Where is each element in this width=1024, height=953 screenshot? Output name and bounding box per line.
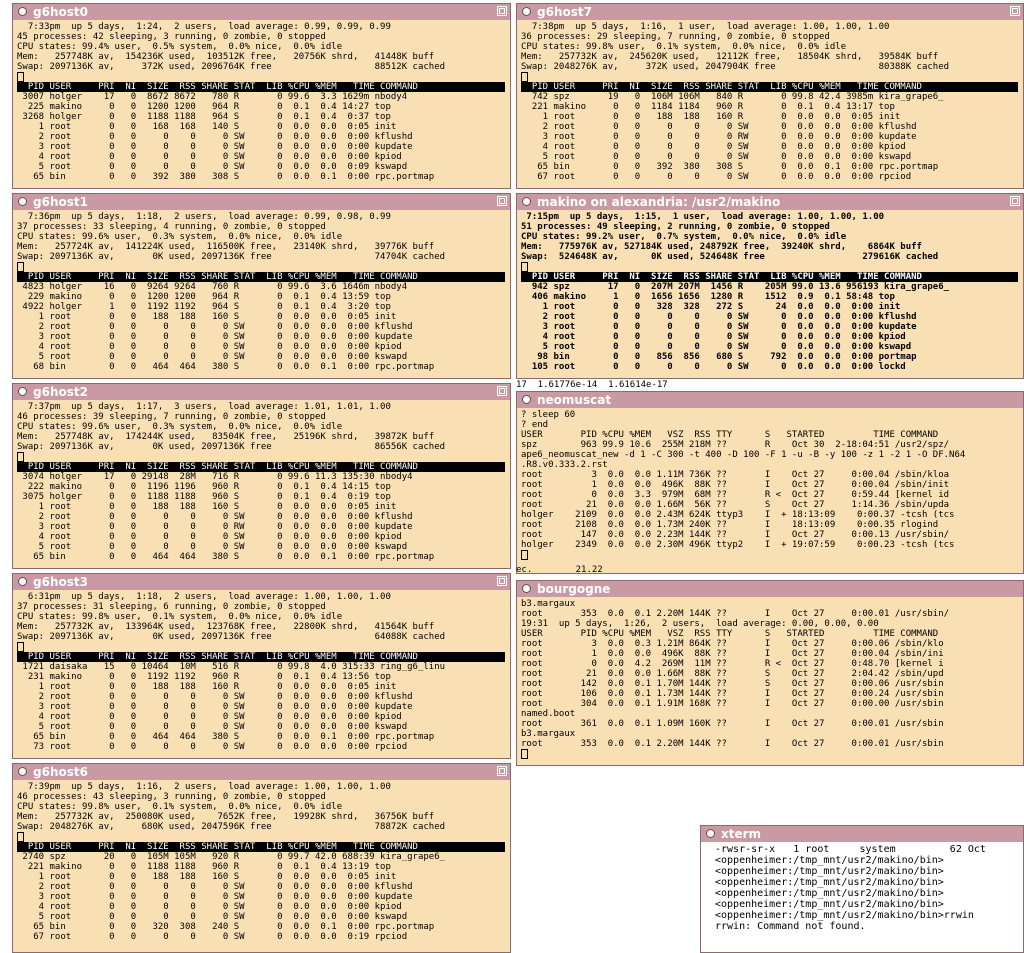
process-row: 2 root 0 0 0 0 0 SW 0 0.0 0.0 0:00 kflushd [17,322,413,332]
window-title: g6host0 [33,5,88,19]
terminal-line: b3.margaux [521,729,576,739]
cursor-line [17,72,510,82]
process-row: 3 root 0 0 0 0 0 SW 0 0.0 0.0 0:00 kupdate [17,142,413,152]
process-row: 3074 holger 17 0 29148 28M 716 R 0 99.6 11.3 135:30 nbody4 [17,472,413,482]
process-row: 5 root 0 0 0 0 0 SW 0 0.0 0.0 0:00 kswapd [17,542,408,552]
text-cursor [17,832,24,842]
title-bar[interactable] [13,4,510,20]
terminal-line: holger 2109 0.0 0.0 2.43M 624K ttyp3 I + 18:13:09 0:00.37 -tcsh (tcs [521,510,955,520]
process-row: 1 root 0 0 328 328 272 S 24 0.0 0.0 0:00 init [521,302,901,312]
process-row: 5 root 0 0 0 0 0 SW 0 0.0 0.0 0:00 kswapd [17,352,408,362]
window-menu-icon[interactable] [18,7,27,16]
swap-line: Swap: 2097136K av, 0K used, 2097136K free 64088K cached [17,632,446,642]
terminal-line: ? end [521,420,549,430]
process-row: 225 makino 0 0 1200 1200 964 R 0 0.1 0.4 14:27 top [17,102,391,112]
uptime-line: 7:36pm up 5 days, 1:18, 2 users, load average: 0.99, 0.98, 0.99 [17,212,391,222]
process-row: 65 bin 0 0 392 380 308 S 0 0.0 0.1 0:00 rpc.portmap [521,162,939,172]
process-row: 3 root 0 0 0 0 0 RW 0 0.0 0.0 0:00 kupdate [521,132,917,142]
terminal-line: ape6_neomuscat_new -d 1 -C 300 -t 400 -D 100 -F 1 -u -B -y 100 -z 1 -2 1 -O DF.N64 [521,450,966,460]
process-row: 1 root 0 0 168 168 140 S 0 0.0 0.0 0:05 init [17,122,397,132]
process-row: 4 root 0 0 0 0 0 SW 0 0.0 0.0 0:00 kpiod [521,332,906,342]
terminal-output[interactable] [13,400,510,562]
terminal-line: root 1 0.0 0.0 496K 88K ?? I Oct 27 0:00.04 /sbin/init [521,480,950,490]
window-title: neomuscat [537,393,612,407]
uptime-line: 7:33pm up 5 days, 1:24, 2 users, load average: 0.99, 0.99, 0.99 [17,22,391,32]
uptime-line: 7:38pm up 5 days, 1:16, 1 user, load average: 1.00, 1.00, 1.00 [521,22,890,32]
terminal-line: ? sleep 60 [521,410,576,420]
mem-line: Mem: 257724K av, 141224K used, 116500K free, 23140K shrd, 39776K buff [17,242,435,252]
terminal-line: root 3 0.0 0.3 1.21M 864K ?? I Oct 27 0:00.06 /sbin/klo [521,639,944,649]
title-bar[interactable] [517,392,1023,408]
process-row: 1 root 0 0 188 188 160 R 0 0.0 0.0 0:05 init [521,112,901,122]
text-cursor [17,642,24,652]
terminal-output[interactable] [517,597,1023,759]
window-title: makino on alexandria: /usr2/makino [537,195,781,209]
terminal-line: root 2108 0.0 0.0 1.73M 240K ?? I 18:13:09 0:00.35 rlogind [521,520,939,530]
process-row: 4 root 0 0 0 0 0 SW 0 0.0 0.0 0:00 kpiod [17,712,402,722]
process-row: 406 makino 1 0 1656 1656 1280 R 1512 0.9 0.1 58:48 top [521,292,895,302]
window-menu-icon[interactable] [18,577,27,586]
window-menu-icon[interactable] [18,197,27,206]
swap-line: Swap: 2097136K av, 372K used, 2096764K free 88512K cached [17,62,446,72]
process-row: 1 root 0 0 188 188 160 S 0 0.0 0.0 0:05 init [17,312,397,322]
window-menu-icon[interactable] [522,197,531,206]
resize-icon[interactable] [497,196,507,206]
process-row: 229 makino 0 0 1200 1200 964 R 0 0.1 0.4 13:59 top [17,292,391,302]
process-row: 222 makino 0 0 1196 1196 960 R 0 0.1 0.4 14:15 top [17,482,391,492]
title-bar[interactable] [517,581,1023,597]
terminal-line: .R8.v0.333.2.rst [521,460,608,470]
terminal-line: <oppenheimer:/tmp_mnt/usr2/makino/bin> [715,877,944,888]
text-cursor [17,452,24,462]
swap-line: Swap: 2097136K av, 0K used, 2097136K free 86556K cached [17,442,446,452]
process-row: 4823 holger 16 0 9264 9264 760 R 0 99.6 3.6 1646m nbody4 [17,282,408,292]
process-row: 2 root 0 0 0 0 0 SW 0 0.0 0.0 0:00 kflushd [17,882,413,892]
process-row: 1721 daisaka 15 0 10464 10M 516 R 0 99.8 4.0 315:33 ring_g6_linu [17,662,446,672]
terminal-output[interactable] [701,842,1023,932]
process-row: 67 root 0 0 0 0 0 SW 0 0.0 0.0 0:00 rpciod [521,172,912,182]
processes-line: 46 processes: 43 sleeping, 3 running, 0 zombie, 0 stopped [17,792,326,802]
window-title: g6host7 [537,5,592,19]
window-menu-icon[interactable] [18,767,27,776]
resize-icon[interactable] [497,6,507,16]
terminal-line: 19:31 up 5 days, 1:26, 2 users, load average: 0.00, 0.00, 0.00 [521,619,879,629]
processes-line: 51 processes: 49 sleeping, 2 running, 0 zombie, 0 stopped [521,222,830,232]
process-row: 3 root 0 0 0 0 0 SW 0 0.0 0.0 0:00 kupdate [17,332,413,342]
terminal-window-bourgogne[interactable] [516,580,1024,766]
process-row: 4 root 0 0 0 0 0 SW 0 0.0 0.0 0:00 kpiod [17,902,402,912]
cursor-line [17,262,510,272]
process-row: 3007 holger 17 0 8672 8672 780 R 0 99.6 3.3 1629m nbody4 [17,92,408,102]
terminal-line: root 106 0.0 0.1 1.73M 144K ?? I Oct 27 0:00.24 /usr/sbin [521,689,944,699]
process-row: 67 root 0 0 0 0 0 SW 0 0.0 0.0 0:19 rpciod [17,932,408,942]
mem-line: Mem: 257732K av, 133964K used, 123768K free, 22800K shrd, 41564K buff [17,622,435,632]
resize-icon[interactable] [497,386,507,396]
process-row: 4922 holger 1 0 1192 1192 964 S 0 0.1 0.4 3:20 top [17,302,391,312]
uptime-line: 6:31pm up 5 days, 1:18, 2 users, load average: 1.00, 1.00, 1.00 [17,592,391,602]
process-row: 5 root 0 0 0 0 0 SW 0 0.0 0.0 0:00 kswapd [17,722,408,732]
process-row: 2 root 0 0 0 0 0 SW 0 0.0 0.0 0:00 kflushd [17,512,413,522]
window-menu-icon[interactable] [18,387,27,396]
uptime-line: 7:39pm up 5 days, 1:16, 2 users, load average: 1.00, 1.00, 1.00 [17,782,391,792]
process-table-header: PID USER PRI NI SIZE RSS SHARE STAT LIB %CPU %MEM TIME COMMAND [521,272,1018,282]
processes-line: 37 processes: 33 sleeping, 4 running, 0 zombie, 0 stopped [17,222,326,232]
process-row: 1 root 0 0 188 188 160 S 0 0.0 0.0 0:05 init [17,502,397,512]
text-cursor [17,72,24,82]
mem-line: Mem: 257732K av, 250080K used, 7652K free, 19928K shrd, 36756K buff [17,812,435,822]
terminal-window-neomuscat[interactable] [516,391,1024,574]
mem-line: Mem: 257732K av, 245620K used, 12112K free, 18504K shrd, 39584K buff [521,52,939,62]
cursor-line [17,642,510,652]
process-row: 3075 holger 0 0 1188 1188 960 S 0 0.1 0.4 0:19 top [17,492,391,502]
terminal-line: USER PID %CPU %MEM VSZ RSS TTY S STARTED TIME COMMAND [521,629,939,639]
process-row: 4 root 0 0 0 0 0 SW 0 0.0 0.0 0:00 kpiod [17,152,402,162]
resize-icon[interactable] [1010,196,1020,206]
background-terminal-text: 17 1.61776e-14 1.61614e-17 [516,380,668,390]
terminal-line: root 0 0.0 4.2 269M 11M ?? R < Oct 27 0:48.70 [kernel i [521,659,944,669]
terminal-line: -rwsr-sr-x 1 root system 62 Oct [715,844,986,855]
swap-line: Swap: 2097136K av, 0K used, 2097136K free 74704K cached [17,252,446,262]
process-row: 231 makino 0 0 1192 1192 960 R 0 0.1 0.4 13:56 top [17,672,391,682]
terminal-line: <oppenheimer:/tmp_mnt/usr2/makino/bin> [715,899,944,910]
process-row: 65 bin 0 0 464 464 380 S 0 0.0 0.1 0:00 rpc.portmap [17,732,435,742]
text-cursor [521,550,528,560]
title-bar[interactable] [701,826,1023,842]
top-window-g6host7[interactable] [516,3,1024,189]
top-window-g6host0[interactable] [12,3,511,189]
terminal-line: named.boot [521,709,576,719]
process-row: 73 root 0 0 0 0 0 SW 0 0.0 0.0 0:00 rpciod [17,742,408,752]
process-row: 3 root 0 0 0 0 0 SW 0 0.0 0.0 0:00 kupdate [17,892,413,902]
cpu-line: CPU states: 99.6% user, 0.3% system, 0.0% nice, 0.0% idle [17,232,343,242]
terminal-line: root 147 0.0 0.0 2.23M 144K ?? I Oct 27 0:00.13 /usr/sbin/ [521,530,950,540]
background-terminal-text: ec. 21.22 [516,565,603,575]
terminal-line: <oppenheimer:/tmp_mnt/usr2/makino/bin> [715,855,944,866]
cpu-line: CPU states: 99.6% user, 0.3% system, 0.0% nice, 0.0% idle [17,422,343,432]
cpu-line: CPU states: 99.4% user, 0.5% system, 0.0% nice, 0.0% idle [17,42,343,52]
window-title: xterm [721,827,762,841]
xterm-window[interactable] [700,825,1024,953]
uptime-line: 7:15pm up 5 days, 1:15, 1 user, load average: 1.00, 1.00, 1.00 [521,212,885,222]
terminal-line: root 0 0.0 3.3 979M 68M ?? R < Oct 27 0:59.44 [kernel id [521,490,950,500]
terminal-output[interactable] [13,780,510,942]
terminal-line: root 142 0.0 0.1 1.70M 144K ?? S Oct 27 0:00.06 /usr/sbin [521,679,944,689]
top-window-g6host1[interactable] [12,193,511,379]
process-row: 2 root 0 0 0 0 0 SW 0 0.0 0.0 0:00 kflushd [17,132,413,142]
terminal-line: root 304 0.0 0.1 1.91M 168K ?? I Oct 27 0:00.00 /usr/sbin [521,699,944,709]
process-row: 4 root 0 0 0 0 0 SW 0 0.0 0.0 0:00 kpiod [17,532,402,542]
text-cursor [17,262,24,272]
process-row: 68 bin 0 0 464 464 380 S 0 0.0 0.1 0:00 rpc.portmap [17,362,435,372]
swap-line: Swap: 2048276K av, 680K used, 2047596K free 78872K cached [17,822,446,832]
cpu-line: CPU states: 99.2% user, 0.7% system, 0.0% nice, 0.0% idle [521,232,847,242]
mem-line: Mem: 257748K av, 174244K used, 83504K free, 25196K shrd, 39872K buff [17,432,435,442]
process-row: 2 root 0 0 0 0 0 SW 0 0.0 0.0 0:00 kflushd [17,692,413,702]
terminal-line: <oppenheimer:/tmp_mnt/usr2/makino/bin>rrwin [715,910,974,921]
swap-line: Swap: 524648K av, 0K used, 524648K free 279616K cached [521,252,939,262]
terminal-line: root 21 0.0 0.0 1.66M 56K ?? S Oct 27 1:14.36 /sbin/upda [521,500,950,510]
mem-line: Mem: 775976K av, 527184K used, 248792K free, 39240K shrd, 6864K buff [521,242,922,252]
cursor-line [521,550,1023,560]
process-row: 98 bin 0 0 856 856 680 S 792 0.0 0.0 0:00 portmap [521,352,917,362]
terminal-line: root 353 0.0 0.1 2.20M 144K ?? I Oct 27 0:00.01 /usr/sbin/ [521,609,950,619]
process-row: 3268 holger 0 0 1188 1188 964 S 0 0.1 0.4 0:37 top [17,112,391,122]
process-row: 5 root 0 0 0 0 0 SW 0 0.0 0.0 0:00 kswapd [521,342,912,352]
processes-line: 45 processes: 42 sleeping, 3 running, 0 zombie, 0 stopped [17,32,326,42]
title-bar[interactable] [13,194,510,210]
process-row: 5 root 0 0 0 0 0 SW 0 0.0 0.0 0:00 kswapd [17,912,408,922]
process-table-header: PID USER PRI NI SIZE RSS SHARE STAT LIB %CPU %MEM TIME COMMAND [17,462,505,472]
window-title: g6host3 [33,575,88,589]
processes-line: 37 processes: 31 sleeping, 6 running, 0 zombie, 0 stopped [17,602,326,612]
process-row: 3 root 0 0 0 0 0 RW 0 0.0 0.0 0:00 kupdate [17,522,413,532]
process-row: 3 root 0 0 0 0 0 SW 0 0.0 0.0 0:00 kupdate [17,702,413,712]
process-row: 3 root 0 0 0 0 0 SW 0 0.0 0.0 0:00 kupdate [521,322,917,332]
text-cursor [521,72,528,82]
process-row: 105 root 0 0 0 0 0 SW 0 0.0 0.0 0:00 lockd [521,362,906,372]
title-bar[interactable] [13,384,510,400]
process-row: 65 bin 0 0 464 464 380 S 0 0.0 0.1 0:00 rpc.portmap [17,552,435,562]
resize-icon[interactable] [497,766,507,776]
text-cursor [521,749,528,759]
terminal-line: root 21 0.0 0.0 1.66M 88K ?? S Oct 27 2:04.42 /sbin/upd [521,669,944,679]
process-table-header: PID USER PRI NI SIZE RSS SHARE STAT LIB %CPU %MEM TIME COMMAND [17,272,505,282]
terminal-line: <oppenheimer:/tmp_mnt/usr2/makino/bin> [715,888,944,899]
process-row: 2740 spz 20 0 105M 105M 920 R 0 99.7 42.0 688:39 kira_grape6_ [17,852,446,862]
terminal-line: root 3 0.0 0.0 1.11M 736K ?? I Oct 27 0:00.04 /sbin/kloa [521,470,950,480]
terminal-output[interactable] [517,408,1023,560]
terminal-line: <oppenheimer:/tmp_mnt/usr2/makino/bin> [715,866,944,877]
processes-line: 46 processes: 39 sleeping, 7 running, 0 zombie, 0 stopped [17,412,326,422]
process-row: 221 makino 0 0 1184 1184 960 R 0 0.1 0.4 13:17 top [521,102,895,112]
process-table-header: PID USER PRI NI SIZE RSS SHARE STAT LIB %CPU %MEM TIME COMMAND [521,82,1018,92]
top-window-g6host3[interactable] [12,573,511,759]
terminal-line: holger 2349 0.0 0.0 2.30M 496K ttyp2 I + 19:07:59 0:00.23 -tcsh (tcs [521,540,955,550]
cpu-line: CPU states: 99.8% user, 0.1% system, 0.0% nice, 0.0% idle [17,802,343,812]
resize-icon[interactable] [1010,6,1020,16]
terminal-line: spz 963 99.9 10.6 255M 218M ?? R Oct 30 2-18:04:51 /usr2/spz/ [521,440,950,450]
process-row: 2 root 0 0 0 0 0 SW 0 0.0 0.0 0:00 kflushd [521,122,917,132]
process-row: 5 root 0 0 0 0 0 SW 0 0.0 0.0 0:00 kswapd [521,152,912,162]
text-cursor [521,262,528,272]
title-bar[interactable] [517,194,1023,210]
swap-line: Swap: 2048276K av, 372K used, 2047904K free 80388K cached [521,62,950,72]
process-table-header: PID USER PRI NI SIZE RSS SHARE STAT LIB %CPU %MEM TIME COMMAND [17,82,505,92]
terminal-line: USER PID %CPU %MEM VSZ RSS TTY S STARTED TIME COMMAND [521,430,939,440]
top-window-g6host2[interactable] [12,383,511,569]
process-row: 2 root 0 0 0 0 0 SW 0 0.0 0.0 0:00 kflushd [521,312,917,322]
process-row: 742 spz 19 0 106M 106M 840 R 0 99.8 42.4 3985m kira_grape6_ [521,92,944,102]
process-row: 1 root 0 0 188 188 160 S 0 0.0 0.0 0:05 init [17,872,397,882]
window-menu-icon[interactable] [706,829,715,838]
cursor-line [17,452,510,462]
process-row: 4 root 0 0 0 0 0 SW 0 0.0 0.0 0:00 kpiod [17,342,402,352]
title-bar[interactable] [13,574,510,590]
process-row: 65 bin 0 0 320 308 240 S 0 0.0 0.1 0:00 rpc.portmap [17,922,435,932]
terminal-output[interactable] [13,590,510,752]
terminal-line: rrwin: Command not found. [715,921,866,932]
process-row: 942 spz 17 0 207M 207M 1456 R 205M 99.0 13.6 956193 kira_grape6_ [521,282,950,292]
terminal-line: root 353 0.0 0.1 2.20M 144K ?? I Oct 27 0:00.01 /usr/sbin [521,739,944,749]
title-bar[interactable] [517,4,1023,20]
process-table-header: PID USER PRI NI SIZE RSS SHARE STAT LIB %CPU %MEM TIME COMMAND [17,652,505,662]
process-row: 65 bin 0 0 392 380 308 S 0 0.0 0.1 0:00 rpc.portmap [17,172,435,182]
process-table-header: PID USER PRI NI SIZE RSS SHARE STAT LIB %CPU %MEM TIME COMMAND [17,842,505,852]
window-menu-icon[interactable] [522,7,531,16]
process-row: 1 root 0 0 188 188 160 R 0 0.0 0.0 0:05 init [17,682,397,692]
resize-icon[interactable] [497,576,507,586]
cpu-line: CPU states: 99.8% user, 0.1% system, 0.0% nice, 0.0% idle [521,42,847,52]
terminal-output[interactable] [517,210,1023,372]
terminal-line: root 361 0.0 0.1 1.09M 160K ?? I Oct 27 0:00.01 /usr/sbin [521,719,944,729]
window-title: g6host6 [33,765,88,779]
window-menu-icon[interactable] [522,584,531,593]
process-row: 221 makino 0 0 1188 1188 960 R 0 0.1 0.4 13:19 top [17,862,391,872]
terminal-line: root 1 0.0 0.0 496K 88K ?? I Oct 27 0:00.04 /sbin/ini [521,649,944,659]
cursor-line [521,749,1023,759]
uptime-line: 7:37pm up 5 days, 1:17, 3 users, load average: 1.01, 1.01, 1.00 [17,402,391,412]
window-menu-icon[interactable] [522,395,531,404]
cursor-line [521,262,1023,272]
title-bar[interactable] [13,764,510,780]
terminal-output[interactable] [517,20,1023,182]
top-window-alexandria[interactable] [516,193,1024,379]
top-window-g6host6[interactable] [12,763,511,953]
process-row: 4 root 0 0 0 0 0 SW 0 0.0 0.0 0:00 kpiod [521,142,906,152]
window-title: bourgogne [537,582,611,596]
cpu-line: CPU states: 99.8% user, 0.1% system, 0.0% nice, 0.0% idle [17,612,343,622]
window-title: g6host1 [33,195,88,209]
window-title: g6host2 [33,385,88,399]
terminal-output[interactable] [13,20,510,182]
processes-line: 36 processes: 29 sleeping, 7 running, 0 zombie, 0 stopped [521,32,830,42]
terminal-output[interactable] [13,210,510,372]
mem-line: Mem: 257748K av, 154236K used, 103512K free, 20756K shrd, 41448K buff [17,52,435,62]
cursor-line [17,832,510,842]
process-row: 5 root 0 0 0 0 0 SW 0 0.0 0.0 0:09 kswapd [17,162,408,172]
terminal-line: b3.margaux [521,599,576,609]
cursor-line [521,72,1023,82]
